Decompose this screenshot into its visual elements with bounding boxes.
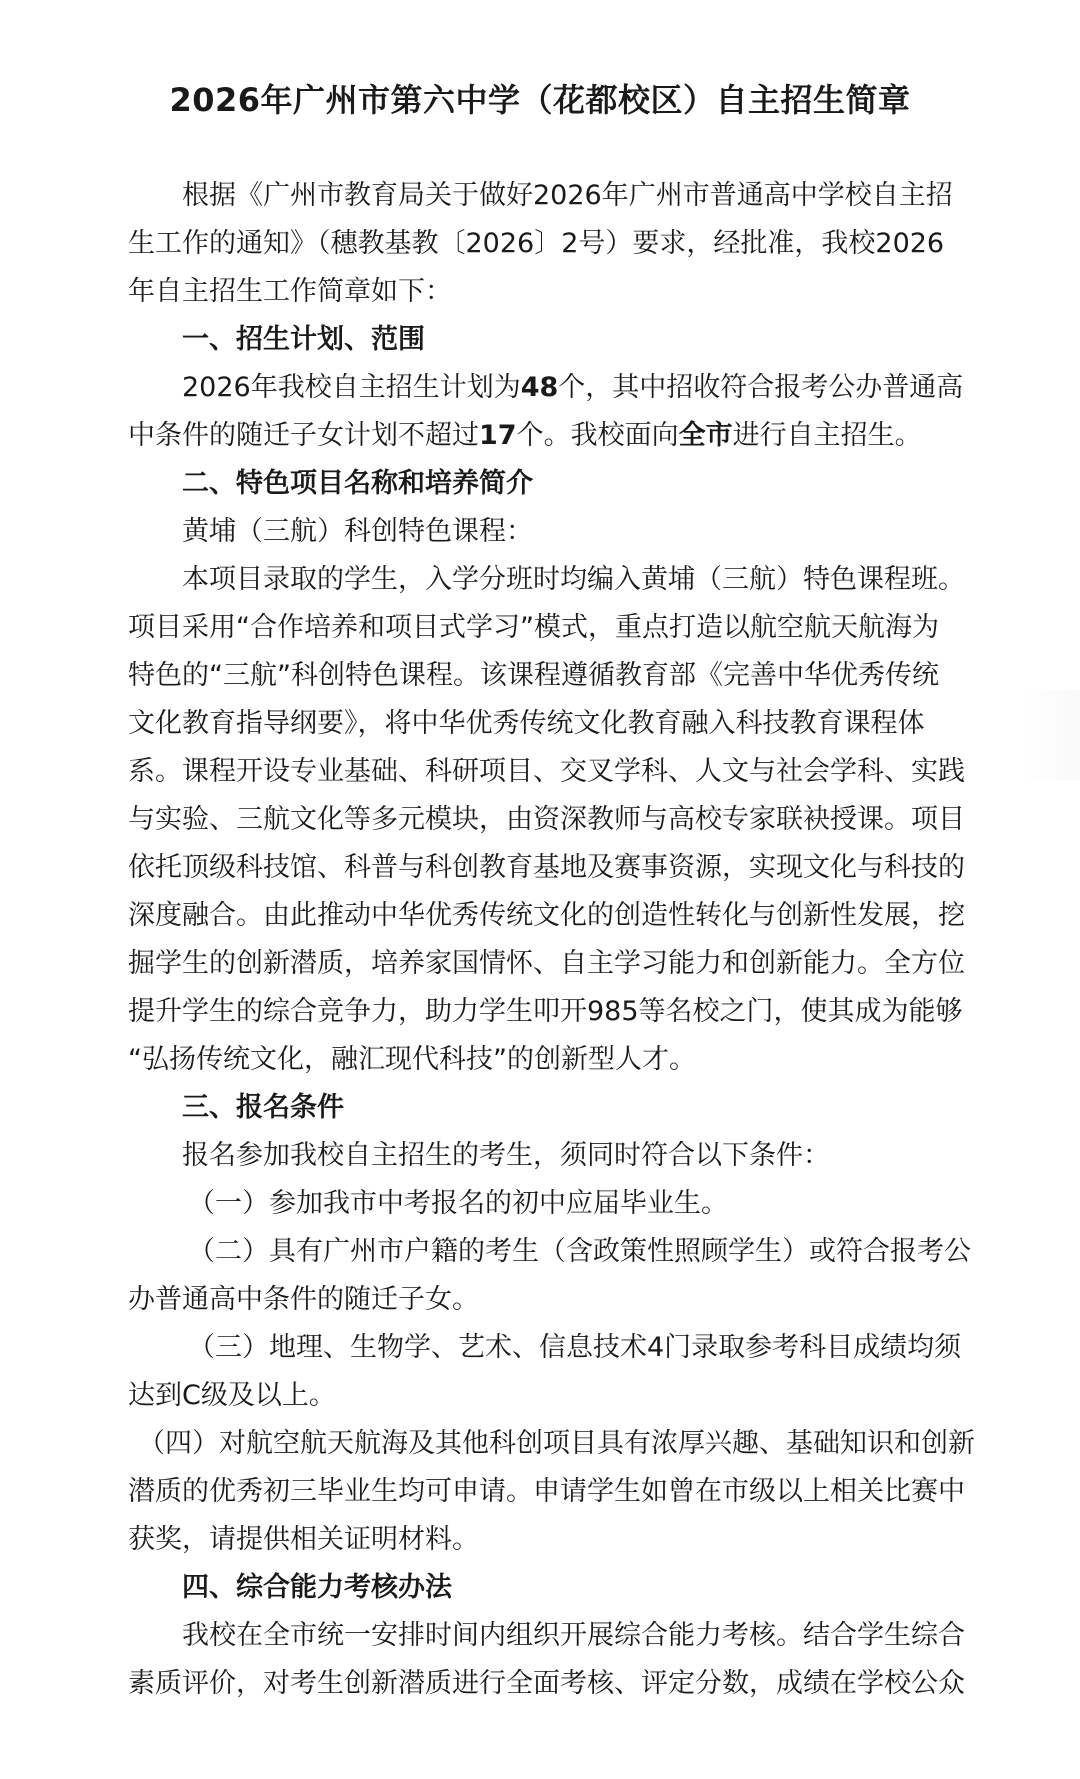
- condition-2-cont: 办普通高中条件的随迁子女。: [128, 1284, 479, 1315]
- section-heading-4: 四、综合能力考核办法: [182, 1572, 452, 1603]
- scope-citywide: 全市: [678, 420, 733, 451]
- paragraph-line: 掘学生的创新潜质，培养家国情怀、自主学习能力和创新能力。全方位: [128, 948, 965, 979]
- paragraph-line: 本项目录取的学生，入学分班时均编入黄埔（三航）特色课程班。: [182, 564, 965, 595]
- paragraph-line: 依托顶级科技馆、科普与科创教育基地及赛事资源，实现文化与科技的: [128, 852, 965, 883]
- paragraph-line: 项目采用“合作培养和项目式学习”模式，重点打造以航空航天航海为: [128, 612, 939, 643]
- document-title: 2026年广州市第六中学（花都校区）自主招生简章: [169, 81, 911, 119]
- condition-4-cont: 获奖，请提供相关证明材料。: [128, 1524, 479, 1555]
- scan-shadow: [1020, 690, 1080, 780]
- plan-count: 48: [520, 372, 559, 403]
- section-heading-1: 一、招生计划、范围: [182, 324, 425, 355]
- condition-1: （一）参加我市中考报名的初中应届毕业生。: [188, 1188, 728, 1219]
- paragraph-line: 文化教育指导纲要》，将中华优秀传统文化教育融入科技教育课程体: [128, 708, 925, 739]
- migrant-quota: 17: [479, 420, 517, 451]
- paragraph-line: 2026年我校自主招生计划为48个，其中招收符合报考公办普通高: [182, 372, 964, 403]
- paragraph-line: 提升学生的综合竞争力，助力学生叩开985等名校之门，使其成为能够: [128, 996, 963, 1027]
- intro-line: 年自主招生工作简章如下：: [128, 276, 452, 307]
- intro-line: 根据《广州市教育局关于做好2026年广州市普通高中学校自主招: [182, 180, 953, 211]
- paragraph-line: 与实验、三航文化等多元模块，由资深教师与高校专家联袂授课。项目: [128, 804, 965, 835]
- paragraph-line: 我校在全市统一安排时间内组织开展综合能力考核。结合学生综合: [182, 1620, 965, 1651]
- document-body: [128, 172, 975, 1708]
- paragraph-line: 特色的“三航”科创特色课程。该课程遵循教育部《完善中华优秀传统: [128, 660, 939, 691]
- paragraph-line: 深度融合。由此推动中华优秀传统文化的创造性转化与创新性发展，挖: [128, 900, 965, 931]
- section-heading-2: 二、特色项目名称和培养简介: [182, 468, 533, 499]
- condition-4-cont: 潜质的优秀初三毕业生均可申请。申请学生如曾在市级以上相关比赛中: [128, 1476, 965, 1507]
- condition-4: （四）对航空航天航海及其他科创项目具有浓厚兴趣、基础知识和创新: [138, 1428, 975, 1459]
- paragraph-line: 报名参加我校自主招生的考生，须同时符合以下条件：: [182, 1140, 830, 1171]
- condition-3: （三）地理、生物学、艺术、信息技术4门录取参考科目成绩均须: [188, 1332, 962, 1363]
- paragraph-line: “弘扬传统文化，融汇现代科技”的创新型人才。: [128, 1044, 696, 1075]
- program-subtitle: 黄埔（三航）科创特色课程：: [182, 516, 533, 547]
- condition-3-cont: 达到C级及以上。: [128, 1380, 336, 1411]
- condition-2: （二）具有广州市户籍的考生（含政策性照顾学生）或符合报考公: [188, 1236, 971, 1267]
- paragraph-line: 系。课程开设专业基础、科研项目、交叉学科、人文与社会学科、实践: [128, 756, 965, 787]
- paragraph-line: 素质评价，对考生创新潜质进行全面考核、评定分数，成绩在学校公众: [128, 1668, 965, 1699]
- paragraph-line: 中条件的随迁子女计划不超过17个。我校面向全市进行自主招生。: [128, 420, 922, 451]
- section-heading-3: 三、报名条件: [182, 1092, 344, 1123]
- intro-line: 生工作的通知》（穗教基教〔2026〕2号）要求，经批准，我校2026: [128, 228, 945, 259]
